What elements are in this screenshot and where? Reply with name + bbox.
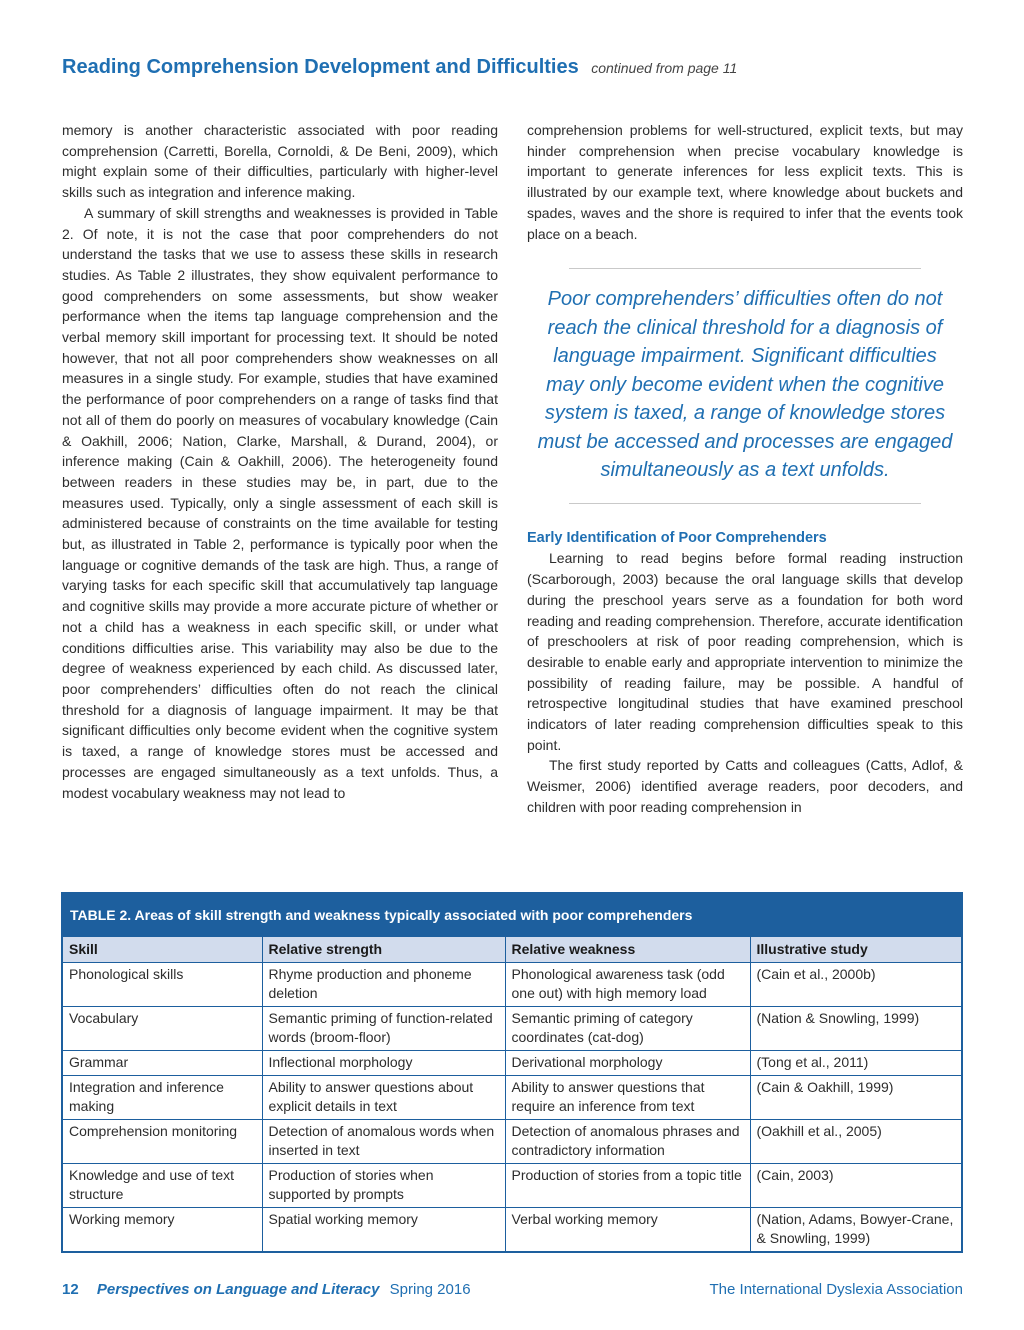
right-column (527, 120, 963, 818)
table-cell: Knowledge and use of text structure (63, 1164, 262, 1208)
table-cell: (Cain, 2003) (750, 1164, 961, 1208)
table-cell: Rhyme production and phoneme deletion (262, 963, 505, 1007)
table-cell: Detection of anomalous phrases and contradictory information (505, 1120, 750, 1164)
skills-table-grid (63, 937, 961, 1251)
publication-title: Perspectives on Language and Literacy (96, 1281, 380, 1298)
table-cell: Production of stories when supported by prompts (262, 1164, 505, 1208)
table-cell: Phonological awareness task (odd one out) with high memory load (505, 963, 750, 1007)
column-header: Relative weakness (505, 937, 750, 963)
table-cell: Derivational morphology (505, 1051, 750, 1076)
page-number: 12 (62, 1281, 79, 1298)
table-cell: (Cain et al., 2000b) (750, 963, 961, 1007)
organization-name: The International Dyslexia Association (709, 1281, 963, 1298)
body-paragraph: The first study reported by Catts and colleagues (Catts, Adlof, & Weismer, 2006) identified average readers, poor decoders, and children with poor reading comprehension in (527, 757, 963, 815)
table-header-row (63, 937, 961, 963)
table-cell: Inflectional morphology (262, 1051, 505, 1076)
page-header (62, 56, 737, 79)
issue-date: Spring 2016 (389, 1281, 471, 1298)
table-cell: (Nation & Snowling, 1999) (750, 1007, 961, 1051)
section-heading: Early Identification of Poor Comprehenders (527, 529, 827, 546)
body-paragraph: comprehension problems for well-structured, explicit texts, but may hinder comprehension when precise vocabulary knowledge is important to generate inferences for less explicit texts. This is illustrated by our example text, where knowledge about buckets and spades, waves and the shore is required to infer that the events took place on a beach. (527, 122, 963, 242)
table-cell: Spatial working memory (262, 1208, 505, 1252)
column-header: Illustrative study (750, 937, 961, 963)
table-row (63, 963, 961, 1007)
table-cell: Semantic priming of category coordinates (cat-dog) (505, 1007, 750, 1051)
table-row (63, 1051, 961, 1076)
column-header: Relative strength (262, 937, 505, 963)
table-row (63, 1007, 961, 1051)
table-row (63, 1076, 961, 1120)
table-cell: Integration and inference making (63, 1076, 262, 1120)
pullquote: Poor comprehenders’ difficulties often do not reach the clinical threshold for a diagnosis of language impairment. Significant difficulties may only become evident when the cognitive system is taxed, a range of knowledge stores must be accessed and processes are engaged simultaneously as a text unfolds. (537, 288, 953, 482)
table-cell: Vocabulary (63, 1007, 262, 1051)
table-cell: Ability to answer questions that require an inference from text (505, 1076, 750, 1120)
skills-table (61, 892, 963, 1253)
article-title: Reading Comprehension Development and Difficulties (62, 56, 579, 78)
table-cell: (Oakhill et al., 2005) (750, 1120, 961, 1164)
table-row (63, 1164, 961, 1208)
left-column (62, 120, 498, 803)
table-cell: Phonological skills (63, 963, 262, 1007)
table-cell: Working memory (63, 1208, 262, 1252)
table-cell: Grammar (63, 1051, 262, 1076)
table-cell: Ability to answer questions about explicit details in text (262, 1076, 505, 1120)
page-footer (62, 1281, 963, 1298)
table-cell: (Cain & Oakhill, 1999) (750, 1076, 961, 1120)
table-caption: TABLE 2. Areas of skill strength and weakness typically associated with poor comprehenders (63, 894, 961, 937)
column-header: Skill (63, 937, 262, 963)
table-row (63, 1208, 961, 1252)
table-cell: (Nation, Adams, Bowyer-Crane, & Snowling, 1999) (750, 1208, 961, 1252)
pullquote-bottom-rule (569, 503, 921, 504)
body-paragraph: memory is another characteristic associated with poor reading comprehension (Carretti, Borella, Cornoldi, & De Beni, 2009), which might explain some of their difficulties, particularly with higher-level skills such as integration and inference making. (62, 122, 498, 201)
table-cell: (Tong et al., 2011) (750, 1051, 961, 1076)
body-paragraph: A summary of skill strengths and weaknesses is provided in Table 2. Of note, it is not the case that poor comprehenders do not understand the tasks that we use to assess these skills in research studies. As Table 2 illustrates, they show equivalent performance to good comprehenders on some assessments, but show weaker performance when the items tap language comprehension and the verbal memory skill important for processing text. It should be noted however, that not all poor comprehenders show weaknesses on all measures in a single study. For example, studies that have examined the performance of poor comprehenders on a range of tasks find that not all of them do poorly on measures of vocabulary knowledge (Cain & Oakhill, 2006; Nation, Clarke, Marshall, & Durand, 2004), or inference making (Cain & Oakhill, 2006). The heterogeneity found between readers in these studies may be, in part, due to the measures used. Typically, only a single assessment of each skill is administered because of constraints on the time available for testing but, as illustrated in Table 2, performance is typically poor when the language or cognitive demands of the task are high. Thus, a range of varying tasks for each specific skill that accumulatively tap language and cognitive skills may provide a more accurate picture of whether or not a child has a weakness in each specific skill, or under what conditions difficulties arise. This variability may also be due to the degree of weakness experienced by each child. As discussed later, poor comprehenders’ difficulties often do not reach the clinical threshold for a diagnosis of language impairment. It may be that significant difficulties only become evident when the cognitive system is taxed, a range of knowledge stores must be accessed and processes are engaged simultaneously as a text unfolds. Thus, a modest vocabulary weakness may not lead to (62, 204, 498, 801)
table-cell: Production of stories from a topic title (505, 1164, 750, 1208)
table-cell: Verbal working memory (505, 1208, 750, 1252)
continued-note: continued from page 11 (591, 60, 738, 76)
table-cell: Semantic priming of function-related words (broom-floor) (262, 1007, 505, 1051)
table-row (63, 1120, 961, 1164)
table-cell: Comprehension monitoring (63, 1120, 262, 1164)
body-paragraph: Learning to read begins before formal reading instruction (Scarborough, 2003) because the oral language skills that develop during the preschool years serve as a foundation for both word reading and reading comprehension. Therefore, accurate identification of preschoolers at risk of poor reading comprehension, which is desirable to enable early and appropriate intervention to minimize the possibility of reading failure, may be possible. A handful of retrospective longitudinal studies that have examined preschool indicators of later reading comprehension difficulties speak to this point. (527, 550, 963, 753)
table-cell: Detection of anomalous words when inserted in text (262, 1120, 505, 1164)
